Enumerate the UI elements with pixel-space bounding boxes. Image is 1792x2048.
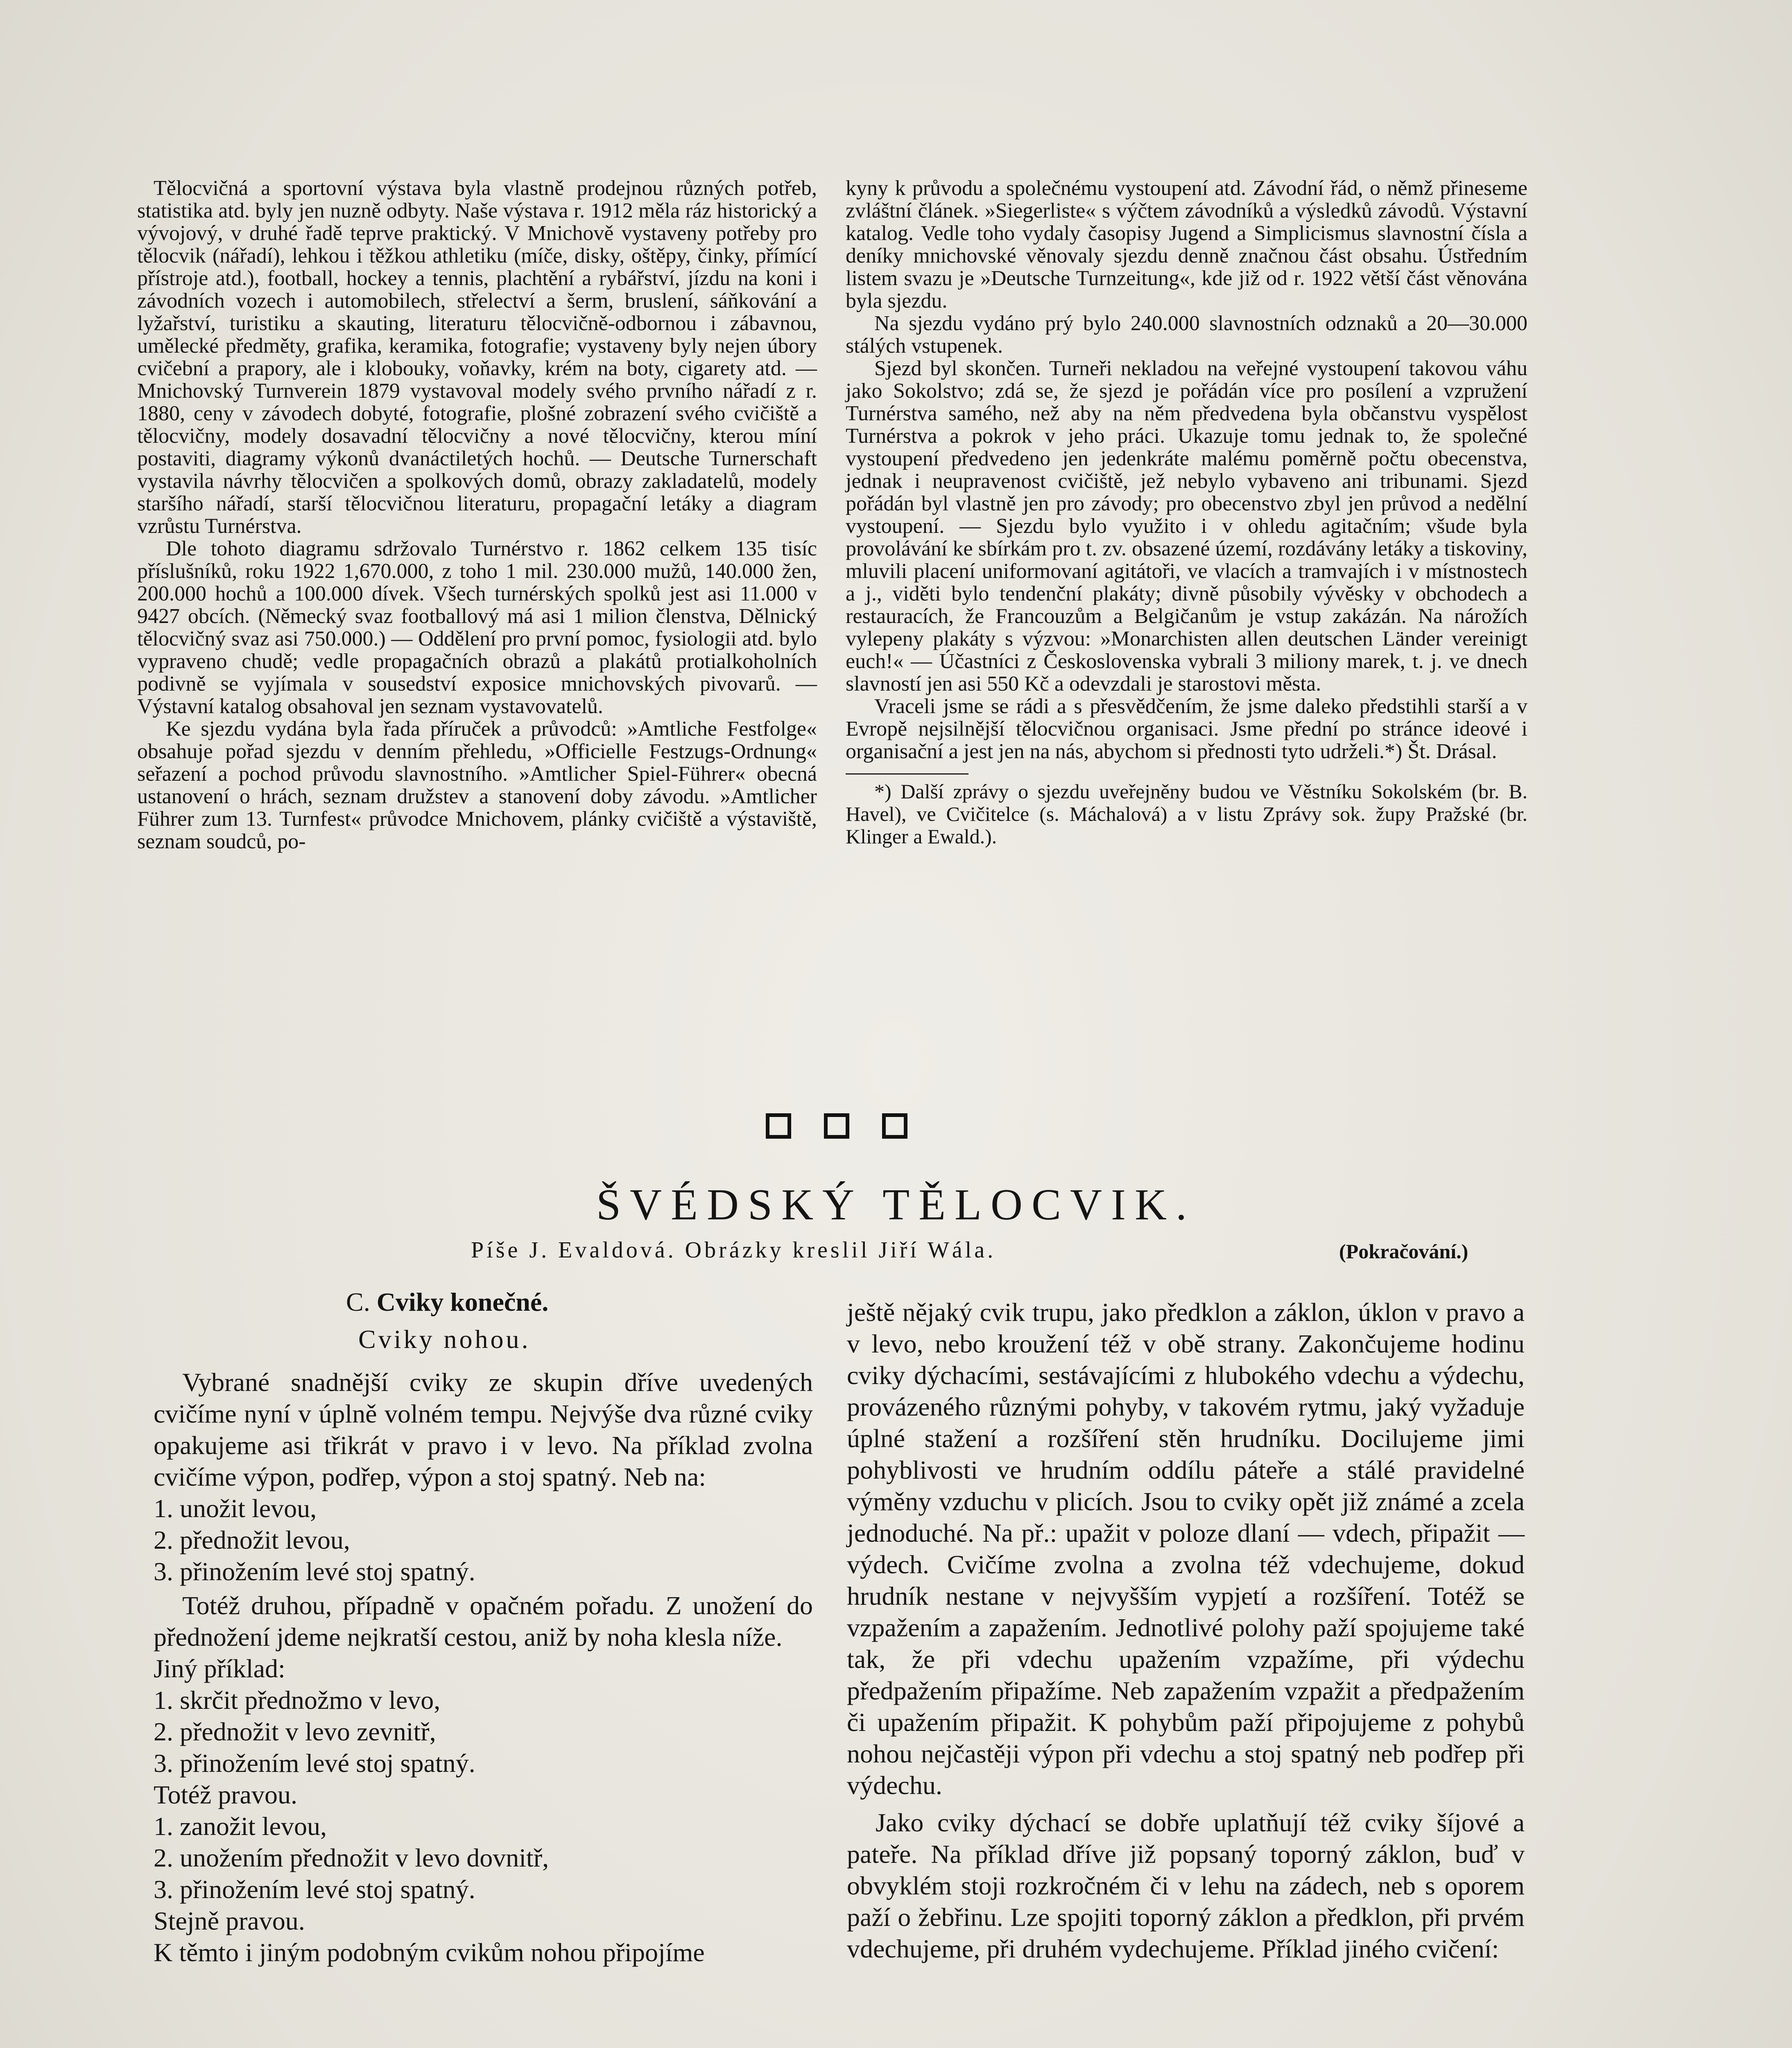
paragraph: Dle tohoto diagramu sdržovalo Turnérstvo r. 1862 celkem 135 tisíc příslušníků, roku 1922 1,670.000, z toho 1 mil. 230.000 mužů, 140.000 žen, 200.000 hochů a 100.000 dívek. Všech turnérských spolků jest asi 11.000 v 9427 obcích. (Německý svaz footballový má asi 1 milion členstva, Dělnický tělocvičný svaz asi 750.000.) — Oddělení pro první pomoc, fysiologii atd. bylo vypraveno chudě; vedle propagačních obrazů a plakátů protialkoholních podivně se vyjímala v sousedství exposice mnichovských pivovarů. — Výstavní katalog obsahoval jen seznam vystavovatelů.	[137, 537, 817, 718]
paragraph: kyny k průvodu a společnému vystoupení atd. Závodní řád, o němž přineseme zvláštní článek. »Siegerliste« s výčtem závodníků a výsledků závodů. Výstavní katalog. Vedle toho vydaly časopisy Jugend a Simplicismus slavnostní čísla a deníky mnichovské věnovaly sjezdu denně značnou část obsahu. Ústředním listem svazu je »Deutsche Turnzeitung«, kde již od r. 1922 větší část věnována byla sjezdu.	[846, 177, 1527, 313]
paragraph: Na sjezdu vydáno prý bylo 240.000 slavnostních odznaků a 20—30.000 stálých vstupenek.	[846, 312, 1527, 358]
bottom-right-column	[847, 1296, 1525, 1964]
footnote-divider	[846, 773, 968, 775]
list-item: 2. přednožit levou,	[154, 1525, 350, 1554]
section-heading	[346, 1286, 813, 1318]
article-title: ŠVÉDSKÝ TĚLOCVIK.	[596, 1180, 1196, 1229]
section-separator	[766, 1113, 1028, 1146]
list-item: 3. přinožením levé stoj spatný.	[154, 1557, 475, 1586]
list-item: 2. přednožit v levo zevnitř,	[154, 1717, 436, 1746]
paragraph: Jako cviky dýchací se dobře uplatňují též cviky šíjové a pateře. Na příklad dříve již popsaný toporný záklon, buď v obvyklém stoji rozkročném či v lehu na zádech, neb s oporem paží o žebřinu. Lze spojiti toporný záklon a předklon, při prvém vdechujeme, při druhém vydechujeme. Příklad jiného cvičení:	[847, 1808, 1525, 1963]
top-left-column	[137, 177, 817, 853]
paragraph: Ke sjezdu vydána byla řada příruček a průvodců: »Amtliche Festfolge« obsahuje pořad sjezdu v denním přehledu, »Officielle Festzugs-Ordnung« seřazení a pochod průvodu slavnostního. »Amtlicher Spiel-Führer« obecná ustanovení o hrách, seznam družstev a stanovení doby závodu. »Amtlicher Führer zum 13. Turnfest« průvodce Mnichovem, plánky cvičiště a výstaviště, seznam soudců, po-	[137, 717, 817, 853]
section-letter: C.	[346, 1287, 370, 1316]
bottom-left-column	[154, 1286, 813, 1968]
paragraph: Vraceli jsme se rádi a s přesvědčením, že jsme daleko předstihli starší a v Evropě nejsilnější tělocvičnou organisaci. Jsme přední po stránce ideové i organisační a jest jen na nás, abychom si přednosti tyto udrželi.*) Št. Drásal.	[846, 695, 1527, 763]
paragraph: Vybrané snadnější cviky ze skupin dříve uvedených cvičíme nyní v úplně volném tempu. Nejvýše dva různé cviky opakujeme asi třikrát v pravo i v levo. Na příklad zvolna cvičíme výpon, podřep, výpon a stoj spatný. Neb na:	[154, 1368, 813, 1491]
square-ornament-icon	[766, 1113, 791, 1139]
paragraph: Totéž druhou, případně v opačném pořadu. Z unožení do přednožení jdeme nejkratší cestou, aniž by noha klesla níže.	[154, 1591, 813, 1652]
square-ornament-icon	[824, 1113, 849, 1139]
footnote: *) Další zprávy o sjezdu uveřejněny budou ve Věstníku Sokolském (br. B. Havel), ve Cvičitelce (s. Máchalová) a v listu Zprávy sok. župy Pražské (br. Klinger a Ewald.).	[846, 780, 1527, 848]
continued-label: (Pokračování.)	[1339, 1240, 1468, 1263]
list-item: 3. přinožením levé stoj spatný.	[154, 1749, 475, 1778]
top-right-column	[846, 177, 1527, 848]
square-ornament-icon	[882, 1113, 907, 1139]
paragraph: Sjezd byl skončen. Turneři nekladou na veřejné vystoupení takovou váhu jako Sokolstvo; zdá se, že sjezd je pořádán více pro posílení a vzpružení Turnérstva samého, než aby na něm předvedena byla občanstvu vyspělost Turnérstva a pokrok v jeho práci. Ukazuje tomu jednak to, že společné vystoupení předvedeno jen jedenkráte malému poměrně počtu obecenstva, jednak i neupravenost cvičiště, jež nebylo vybaveno ani tribunami. Sjezd pořádán byl vlastně jen pro závody; pro obecenstvo zbyl jen průvod a nedělní vystoupení. — Sjezdu bylo využito i v ohledu agitačním; všude byla provolávání ke sbírkám pro t. zv. obsazené území, rozdávány letáky a tiskoviny, mluvili placení uniformovaní agitátoři, ve vlacích a tramvajích i v místnostech a j., viděti bylo tendenční plakáty; divně působily vývěsky v obchodech a restauracích, že Francouzům a Belgičanům je vstup zakázán. Na nárožích vylepeny plakáty s výzvou: »Monarchisten allen deutschen Länder vereinigt euch!« — Účastníci z Československa vybrali 3 miliony marek, t. j. ve dnech slavností jen asi 550 Kč a odevzdali je starostovi města.	[846, 357, 1527, 696]
list-item: 1. unožit levou,	[154, 1494, 317, 1523]
list-item: 3. přinožením levé stoj spatný.	[154, 1875, 475, 1904]
list-heading: Stejně pravou.	[154, 1906, 305, 1935]
paragraph: K těmto i jiným podobným cvikům nohou připojíme	[154, 1938, 705, 1967]
list-item: 1. zanožit levou,	[154, 1812, 327, 1841]
list-item: 2. unožením přednožit v levo dovnitř,	[154, 1843, 549, 1872]
list-heading: Totéž pravou.	[154, 1780, 297, 1809]
list-heading: Jiný příklad:	[154, 1654, 285, 1683]
article-byline: Píše J. Evaldová. Obrázky kreslil Jiří Wála.	[471, 1237, 996, 1263]
paragraph: Tělocvičná a sportovní výstava byla vlastně prodejnou různých potřeb, statistika atd. byly jen nuzně odbyty. Naše výstava r. 1912 měla ráz historický a vývojový, v druhé řadě teprve praktický. V Mnichově vystaveny potřeby pro tělocvik (nářadí), lehkou i těžkou athletiku (míče, disky, oštěpy, činky, přímící přístroje atd.), football, hockey a tennis, plachtění a rybářství, jízdu na koni i závodních vozech i automobilech, střelectví a šerm, bruslení, sáňkování a lyžařství, turistiku a skauting, literaturu tělocvičně-odbornou i zábavnou, umělecké předměty, grafika, keramika, fotografie; vystaveny byly nejen úbory cvičební a prapory, ale i klobouky, voňavky, krém na boty, cigarety atd. — Mnichovský Turnverein 1879 vystavoval modely svého prvního nářadí z r. 1880, ceny v závodech dobyté, fotografie, plošné zobrazení svého cvičiště a tělocvičny, modely dosavadní tělocvičny a nové tělocvičny, kterou míní postaviti, diagramy výkonů dvanáctiletých hochů. — Deutsche Turnerschaft vystavila návrhy tělocvičen a spolkových domů, obrazy zakladatelů, modely staršího nářadí, starší tělocvičnou literaturu, propagační letáky a diagram vzrůstu Turnérstva.	[137, 177, 817, 538]
list-item: 1. skrčit přednožmo v levo,	[154, 1686, 441, 1715]
subsection-heading: Cviky nohou.	[358, 1325, 531, 1354]
section-title: Cviky konečné.	[376, 1287, 549, 1316]
paragraph: ještě nějaký cvik trupu, jako předklon a záklon, úklon v pravo a v levo, nebo kroužení též v obě strany. Zakončujeme hodinu cviky dýchacími, sestávajícími z hlubokého vdechu a výdechu, provázeného různými pohyby, v takovém rytmu, jaký vyžaduje úplné stažení a rozšíření stěn hrudníku. Docilujeme jimi pohyblivosti ve hrudním oddílu páteře a stálé pravidelné výměny vzduchu v plicích. Jsou to cviky opět již známé a zcela jednoduché. Na př.: upažit v poloze dlaní — vdech, připažit — výdech. Cvičíme zvolna a zvolna též vdechujeme, dokud hrudník nestane v nejvyšším vypjetí a rozšíření. Totéž se vzpažením a zapažením. Jednotlivé polohy paží spojujeme také tak, že při vdechu upažením vzpažíme, při výdechu předpažením připažíme. Neb zapažením vzpažit a předpažením či upažením připažit. K pohybům paží připojujeme z pohybů nohou nejčastěji výpon při vdechu a stoj spatný neb podřep při výdechu.	[847, 1298, 1525, 1800]
